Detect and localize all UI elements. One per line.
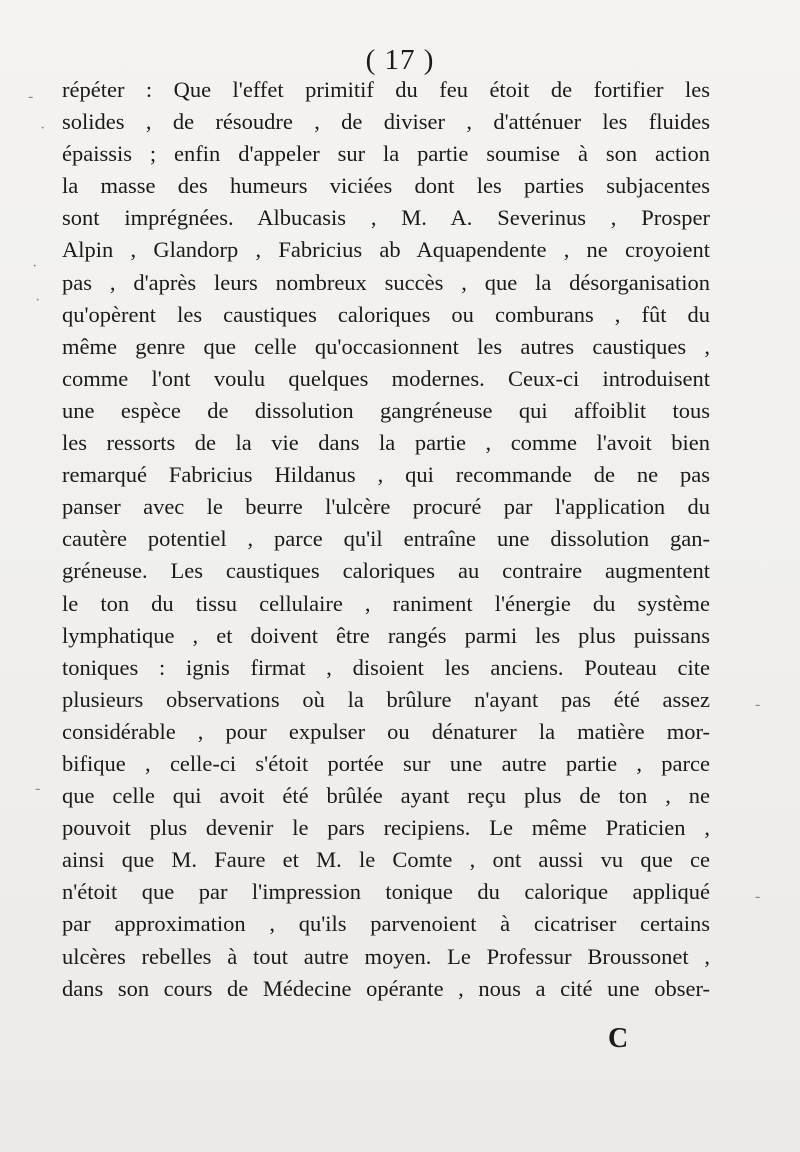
text-line: gréneuse. Les caustiques caloriques au contraire augmentent xyxy=(62,558,710,584)
margin-dot-mark: · xyxy=(35,292,41,309)
text-line: toniques : ignis firmat , disoient les anciens. Pouteau cite xyxy=(62,654,710,680)
body-text xyxy=(62,74,710,1005)
page-number: ( 17 ) xyxy=(365,44,435,76)
text-line: Alpin , Glandorp , Fabricius ab Aquapendente , ne croyoient xyxy=(62,237,710,263)
text-line: remarqué Fabricius Hildanus , qui recommande de ne pas xyxy=(62,462,710,488)
text-line: qu'opèrent les caustiques caloriques ou comburans , fût du xyxy=(62,301,710,327)
text-line: sont imprégnées. Albucasis , M. A. Severinus , Prosper xyxy=(62,205,710,231)
text-line: considérable , pour expulser ou dénaturer la matière mor- xyxy=(62,718,710,744)
text-line: n'étoit que par l'impression tonique du calorique appliqué xyxy=(62,879,710,905)
text-line: épaissis ; enfin d'appeler sur la partie soumise à son action xyxy=(62,141,710,167)
text-line: par approximation , qu'ils parvenoient à cicatriser certains xyxy=(62,911,710,937)
text-line: panser avec le beurre l'ulcère procuré par l'application du xyxy=(62,494,710,520)
text-line: ulcères rebelles à tout autre moyen. Le Professur Broussonet , xyxy=(62,943,710,969)
text-line: même genre que celle qu'occasionnent les autres caustiques , xyxy=(62,333,710,359)
text-line: une espèce de dissolution gangréneuse qui affoiblit tous xyxy=(62,397,710,423)
margin-dash-mark: - xyxy=(755,888,761,905)
text-line: plusieurs observations où la brûlure n'ayant pas été assez xyxy=(62,686,710,712)
margin-dash-mark: - xyxy=(755,696,761,713)
text-line: bifique , celle-ci s'étoit portée sur une autre partie , parce xyxy=(62,750,710,776)
text-line: pas , d'après leurs nombreux succès , que la désorganisation xyxy=(62,269,710,295)
signature-mark: C xyxy=(608,1023,629,1054)
margin-dot-mark: · xyxy=(40,120,46,137)
margin-dash-mark: - xyxy=(28,88,34,105)
margin-dot-mark: · xyxy=(32,258,38,275)
text-line: solides , de résoudre , de diviser , d'atténuer les fluides xyxy=(62,109,710,135)
text-line: le ton du tissu cellulaire , raniment l'énergie du système xyxy=(62,590,710,616)
text-line: la masse des humeurs viciées dont les parties subjacentes xyxy=(62,173,710,199)
text-line: dans son cours de Médecine opérante , nous a cité une obser- xyxy=(62,975,710,1001)
text-line: répéter : Que l'effet primitif du feu étoit de fortifier les xyxy=(62,77,710,102)
text-line: lymphatique , et doivent être rangés parmi les plus puissans xyxy=(62,622,710,648)
text-line: que celle qui avoit été brûlée ayant reçu plus de ton , ne xyxy=(62,783,710,809)
text-line: pouvoit plus devenir le pars recipiens. Le même Praticien , xyxy=(62,815,710,841)
margin-dash-mark: - xyxy=(35,780,41,797)
text-line: ainsi que M. Faure et M. le Comte , ont aussi vu que ce xyxy=(62,847,710,873)
text-line: comme l'ont voulu quelques modernes. Ceux-ci introduisent xyxy=(62,365,710,391)
text-line: cautère potentiel , parce qu'il entraîne une dissolution gan- xyxy=(62,526,710,552)
text-line: les ressorts de la vie dans la partie , comme l'avoit bien xyxy=(62,430,710,456)
